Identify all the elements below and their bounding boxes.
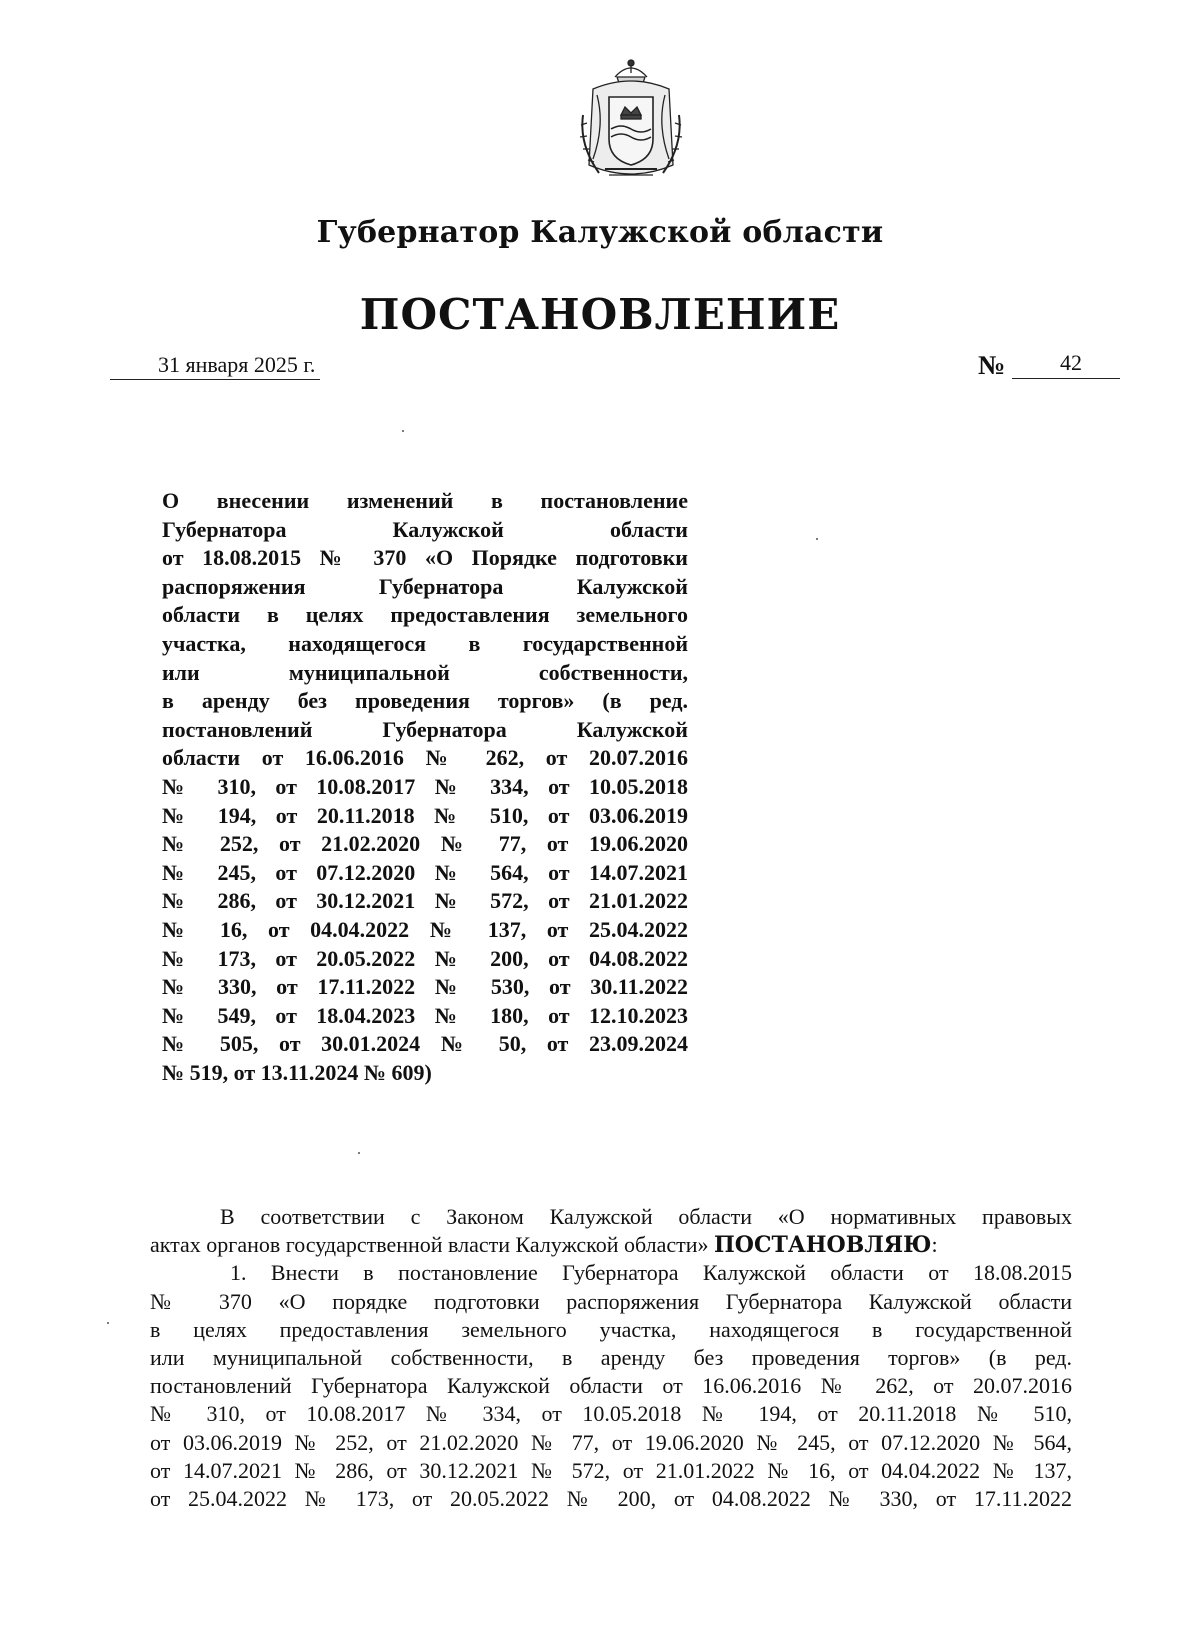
title-line: № 286, от 30.12.2021 № 572, от 21.01.2022	[162, 888, 688, 914]
coat-of-arms-icon	[575, 55, 687, 185]
decree-word: ПОСТАНОВЛЯЮ	[714, 1232, 932, 1259]
scan-speck	[816, 538, 818, 540]
title-line: области от 16.06.2016 № 262, от 20.07.2016	[162, 745, 688, 771]
number-value: 42	[1060, 350, 1082, 375]
item-line: 1. Внести в постановление Губернатора Калужской области от 18.08.2015	[230, 1260, 1072, 1286]
preamble-line: В соответствии с Законом Калужской области «О нормативных правовых	[220, 1204, 1072, 1229]
item-line: в целях предоставления земельного участка, находящегося в государственной	[150, 1316, 1072, 1342]
title-line: постановлений Губернатора Калужской	[162, 716, 688, 742]
item-line: от 25.04.2022 № 173, от 20.05.2022 № 200, от 04.08.2022 № 330, от 17.11.2022	[150, 1485, 1072, 1511]
title-line: № 330, от 17.11.2022 № 530, от 30.11.2022	[162, 974, 688, 1000]
decree-colon: :	[931, 1232, 938, 1258]
title-line: № 245, от 07.12.2020 № 564, от 14.07.2021	[162, 859, 688, 885]
title-line: области в целях предоставления земельного	[162, 602, 688, 628]
title-line: № 16, от 04.04.2022 № 137, от 25.04.2022	[162, 916, 688, 942]
document-subject-title	[162, 487, 688, 1087]
title-line: О внесении изменений в постановление	[162, 488, 688, 513]
scan-speck	[358, 1152, 360, 1154]
number-sign: №	[978, 350, 1006, 380]
title-line: Губернатора Калужской области	[162, 516, 688, 542]
document-body	[150, 1203, 1072, 1513]
title-line: от 18.08.2015 № 370 «О Порядке подготовки	[162, 545, 688, 571]
document-type-title: ПОСТАНОВЛЕНИЕ	[359, 290, 841, 339]
title-line: № 505, от 30.01.2024 № 50, от 23.09.2024	[162, 1031, 688, 1057]
title-line: № 519, от 13.11.2024 № 609)	[162, 1059, 432, 1085]
title-line: № 252, от 21.02.2020 № 77, от 19.06.2020	[162, 831, 688, 857]
item-line: от 14.07.2021 № 286, от 30.12.2021 № 572, от 21.01.2022 № 16, от 04.04.2022 № 137,	[150, 1457, 1072, 1483]
title-line: распоряжения Губернатора Калужской	[162, 573, 688, 599]
item-line: от 03.06.2019 № 252, от 21.02.2020 № 77, от 19.06.2020 № 245, от 07.12.2020 № 564,	[150, 1429, 1072, 1455]
title-line: № 549, от 18.04.2023 № 180, от 12.10.2023	[162, 1002, 688, 1028]
title-line: или муниципальной собственности,	[162, 659, 688, 685]
item-line: № 310, от 10.08.2017 № 334, от 10.05.2018 № 194, от 20.11.2018 № 510,	[150, 1401, 1072, 1427]
item-line: № 370 «О порядке подготовки распоряжения Губернатора Калужской области	[150, 1288, 1072, 1314]
title-line: № 173, от 20.05.2022 № 200, от 04.08.2022	[162, 945, 688, 971]
date-text: 31 января 2025 г.	[158, 352, 316, 377]
document-number	[978, 350, 1120, 380]
title-line: участка, находящегося в государственной	[162, 630, 688, 656]
scan-speck	[107, 1322, 109, 1324]
authority-title: Губернатор Калужской области	[316, 215, 884, 250]
title-line: № 194, от 20.11.2018 № 510, от 03.06.2019	[162, 802, 688, 828]
preamble-text: актах органов государственной власти Калужской области»	[150, 1232, 709, 1258]
item-line: постановлений Губернатора Калужской области от 16.06.2016 № 262, от 20.07.2016	[150, 1373, 1072, 1399]
item-line: или муниципальной собственности, в аренду без проведения торгов» (в ред.	[150, 1344, 1072, 1370]
title-line: № 310, от 10.08.2017 № 334, от 10.05.2018	[162, 773, 688, 799]
scan-speck	[402, 430, 404, 432]
number-underline	[1012, 378, 1120, 379]
title-line: в аренду без проведения торгов» (в ред.	[162, 688, 688, 714]
preamble-line	[150, 1231, 1072, 1259]
date-underline	[110, 379, 320, 380]
